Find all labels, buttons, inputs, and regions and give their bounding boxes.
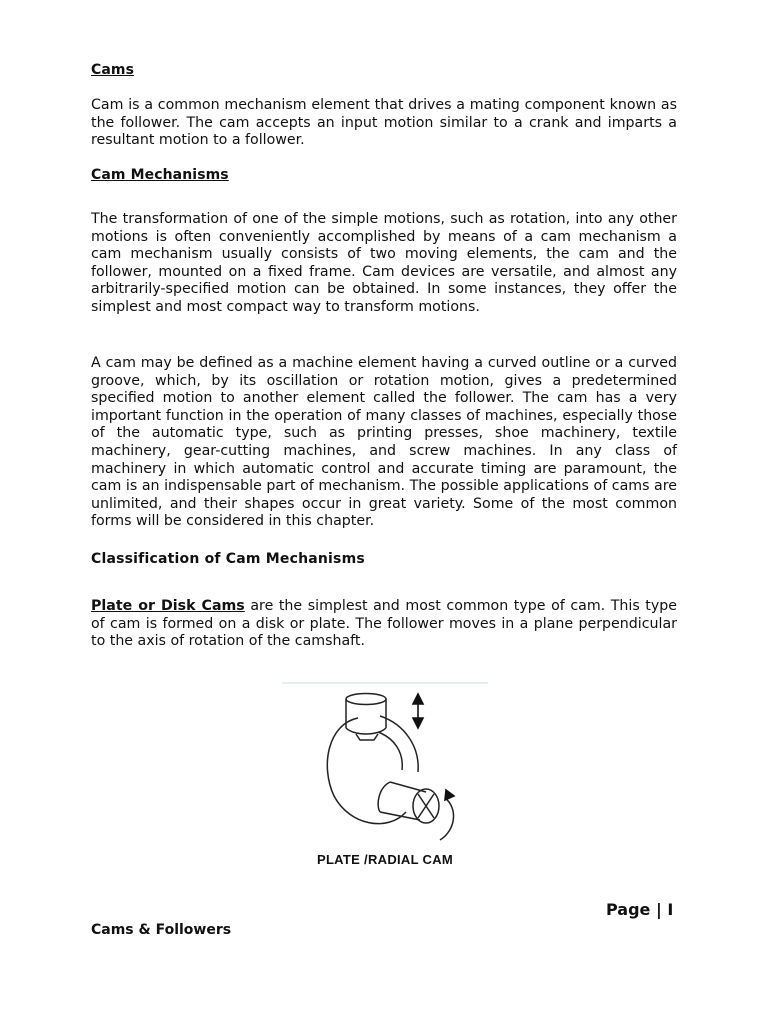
intro-paragraph: Cam is a common mechanism element that drives a mating component known as the follower. The cam accepts an input motion similar to a crank and imparts a resultant motion to a follower.	[91, 97, 677, 149]
plate-cam-paragraph	[91, 598, 677, 651]
plate-radial-cam-figure	[280, 680, 490, 880]
footer-title: Cams & Followers	[91, 922, 232, 938]
plate-cam-term: Plate or Disk Cams	[91, 598, 245, 614]
figure-caption: PLATE /RADIAL CAM	[316, 852, 454, 867]
heading-cams: Cams	[91, 62, 135, 78]
plate-cam-description: are the simplest and most common type of cam. This type of cam is formed on a disk or plate. The follower moves in a plane perpendicular to the axis of rotation of the camshaft.	[91, 598, 677, 650]
heading-classification: Classification of Cam Mechanisms	[91, 551, 365, 567]
definition-paragraph: A cam may be defined as a machine element having a curved outline or a curved groove, which, by its oscillation or rotation motion, gives a predetermined specified motion to another element called the follower. The cam has a very important function in the operation of many classes of machines, especially those of the automatic type, such as printing presses, shoe machinery, textile machinery, gear-cutting machines, and screw machines. In any class of machinery in which automatic control and accurate timing are paramount, the cam is an indispensable part of mechanism. The possible applications of cams are unlimited, and their shapes occur in great variety. Some of the most common forms will be considered in this chapter.	[91, 355, 677, 530]
plate-cam-illustration	[280, 680, 490, 850]
mechanisms-paragraph: The transformation of one of the simple motions, such as rotation, into any other motions is often conveniently accomplished by means of a cam mechanism a cam mechanism usually consists of two moving elements, the cam and the follower, mounted on a fixed frame. Cam devices are versatile, and almost any arbitrarily-specified motion can be obtained. In some instances, they offer the simplest and most compact way to transform motions.	[91, 211, 677, 315]
page-number: Page | I	[606, 900, 674, 919]
heading-cam-mechanisms: Cam Mechanisms	[91, 167, 229, 183]
